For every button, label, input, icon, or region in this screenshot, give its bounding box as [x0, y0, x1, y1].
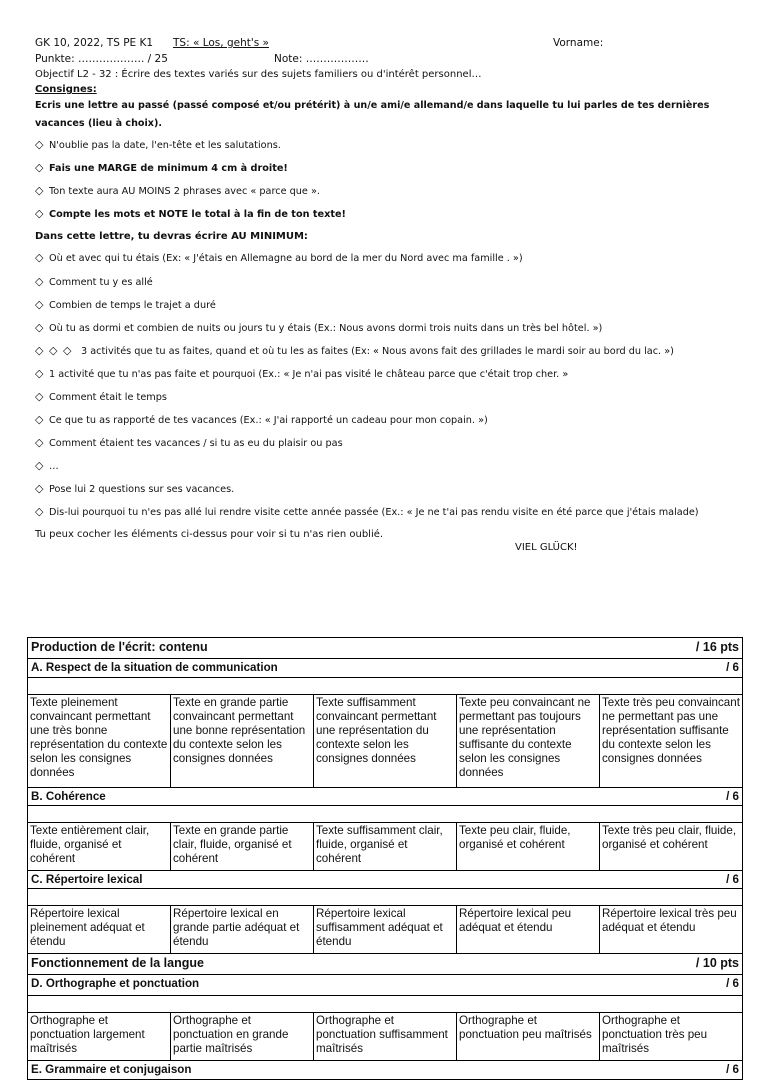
- criteria-cell: Texte entièrement clair, fluide, organisé et cohérent: [28, 823, 171, 870]
- checklist-item: ◇ Combien de temps le trajet a duré: [35, 293, 735, 316]
- rule-item: ◇ N'oublie pas la date, l'en-tête et les salutations.: [35, 133, 735, 156]
- header-row-1: [35, 35, 735, 51]
- criteria-cell: Répertoire lexical suffisamment adéquat et étendu: [314, 906, 457, 953]
- evaluation-grid: [27, 637, 743, 1080]
- note-label: Note: ………………: [274, 53, 369, 65]
- criteria-cell: Orthographe et ponctuation suffisamment maîtrisés: [314, 1013, 457, 1060]
- diamond-icon: ◇: [35, 161, 44, 174]
- section-e-header: E. Grammaire et conjugaison / 6: [28, 1061, 742, 1080]
- topic-label: TS: « Los, geht's »: [173, 37, 269, 49]
- criteria-cell: Texte en grande partie convaincant permettant une bonne représentation du contexte selon les consignes données: [171, 695, 314, 787]
- diamond-icon: ◇: [35, 413, 44, 426]
- checklist-item: ◇ Pose lui 2 questions sur ses vacances.: [35, 477, 735, 500]
- criteria-cell: Répertoire lexical peu adéquat et étendu: [457, 906, 600, 953]
- fonctionnement-header: Fonctionnement de la langue / 10 pts: [28, 954, 742, 975]
- diamond-icon: ◇: [35, 344, 44, 357]
- diamond-icon: ◇: [35, 251, 44, 264]
- consignes-title: Consignes:: [35, 84, 97, 95]
- vorname-label: Vorname:: [553, 37, 604, 49]
- diamond-icon: ◇: [35, 459, 44, 472]
- check-note: Tu peux cocher les éléments ci-dessus pour voir si tu n'as rien oublié.: [35, 529, 384, 540]
- diamond-icon: ◇: [35, 436, 44, 449]
- rule-item: ◇ Compte les mots et NOTE le total à la fin de ton texte!: [35, 202, 735, 225]
- checklist-item: ◇ Comment tu y es allé: [35, 270, 735, 293]
- diamond-icon: ◇: [35, 390, 44, 403]
- checklist-item: ◇ Comment était le temps: [35, 385, 735, 408]
- assignment-sheet: [35, 35, 735, 553]
- criteria-cell: Texte très peu convaincant ne permettant pas une représentation suffisante du contexte selon les consignes données: [602, 696, 740, 765]
- section-d-header: D. Orthographe et ponctuation / 6: [28, 975, 742, 996]
- section-d-criteria: [28, 1013, 742, 1061]
- diamond-icon: ◇: [35, 298, 44, 311]
- criteria-cell: Orthographe et ponctuation très peu maîtrisés: [602, 1014, 708, 1055]
- diamond-icon: ◇: [35, 275, 44, 288]
- section-b-gap: [28, 806, 742, 823]
- checklist-item: ◇ Où tu as dormi et combien de nuits ou jours tu y étais (Ex.: Nous avons dormi trois nuits dans un très bel hôtel. »): [35, 316, 735, 339]
- diamond-icon: ◇: [35, 138, 44, 151]
- criteria-cell: Orthographe et ponctuation en grande partie maîtrisés: [171, 1013, 314, 1060]
- criteria-cell: Répertoire lexical pleinement adéquat et étendu: [28, 906, 171, 953]
- section-c-criteria: [28, 906, 742, 954]
- checklist-item: ◇ Ce que tu as rapporté de tes vacances (Ex.: « J'ai rapporté un cadeau pour mon copain. »): [35, 408, 735, 431]
- closing-text: VIEL GLÜCK!: [515, 542, 578, 553]
- diamond-icon: ◇: [35, 184, 44, 197]
- section-b-criteria: [28, 823, 742, 871]
- section-a-header: A. Respect de la situation de communication / 6: [28, 659, 742, 678]
- criteria-cell: Texte très peu clair, fluide, organisé et cohérent: [602, 824, 737, 851]
- checklist-item: ◇ Comment étaient tes vacances / si tu as eu du plaisir ou pas: [35, 431, 735, 454]
- checklist-item: ◇ ◇ ◇ 3 activités que tu as faites, quand et où tu les as faites (Ex: « Nous avons fait des grillades le mardi soir au bord du lac. »): [35, 339, 735, 362]
- diamond-icon: ◇: [35, 321, 44, 334]
- criteria-cell: Répertoire lexical très peu adéquat et étendu: [602, 907, 737, 934]
- minimum-title: Dans cette lettre, tu devras écrire AU MINIMUM:: [35, 231, 308, 242]
- checklist-item: ◇ Où et avec qui tu étais (Ex: « J'étais en Allemagne au bord de la mer du Nord avec ma famille . »): [35, 248, 735, 270]
- section-b-header: B. Cohérence / 6: [28, 788, 742, 806]
- diamond-icon: ◇: [35, 505, 44, 518]
- criteria-cell: Répertoire lexical en grande partie adéquat et étendu: [171, 906, 314, 953]
- section-d-gap: [28, 996, 742, 1013]
- objectif-line: Objectif L2 - 32 : Écrire des textes variés sur des sujets familiers ou d'intérêt personnel…: [35, 69, 482, 80]
- diamond-icon: ◇: [35, 207, 44, 220]
- rule-item: ◇ Ton texte aura AU MOINS 2 phrases avec « parce que ».: [35, 179, 735, 202]
- criteria-cell: Texte en grande partie clair, fluide, organisé et cohérent: [171, 823, 314, 870]
- course-label: GK 10, 2022, TS PE K1: [35, 37, 154, 49]
- header-row-2: [35, 51, 735, 67]
- checklist-item: ◇ Dis-lui pourquoi tu n'es pas allé lui rendre visite cette année passée (Ex.: « Je ne t'ai pas rendu visite en été parce que j'étais malade): [35, 500, 735, 523]
- diamond-icon: ◇: [63, 344, 72, 357]
- criteria-cell: Texte peu clair, fluide, organisé et cohérent: [457, 823, 600, 870]
- criteria-cell: Texte peu convaincant ne permettant pas toujours une représentation suffisante du contexte selon les consignes données: [457, 695, 600, 787]
- criteria-cell: Orthographe et ponctuation peu maîtrisés: [457, 1013, 600, 1060]
- criteria-cell: Texte suffisamment clair, fluide, organisé et cohérent: [314, 823, 457, 870]
- diamond-icon: ◇: [49, 344, 58, 357]
- instruction-line-1: Ecris une lettre au passé (passé composé et/ou prétérit) à un/e ami/e allemand/e dans laquelle tu lui parles de tes dernières: [35, 100, 710, 111]
- criteria-cell: Orthographe et ponctuation largement maîtrisés: [28, 1013, 171, 1060]
- punkte-label: Punkte: ………………. / 25: [35, 53, 168, 65]
- section-c-gap: [28, 889, 742, 906]
- production-header: Production de l'écrit: contenu / 16 pts: [28, 638, 742, 659]
- section-c-header: C. Répertoire lexical / 6: [28, 871, 742, 889]
- checklist-item: ◇ …: [35, 454, 735, 477]
- checklist-item: ◇ 1 activité que tu n'as pas faite et pourquoi (Ex.: « Je n'ai pas visité le château parce que c'était trop cher. »: [35, 362, 735, 385]
- diamond-icon: ◇: [35, 367, 44, 380]
- instruction-line-2: vacances (lieu à choix).: [35, 118, 163, 129]
- rule-item: ◇ Fais une MARGE de minimum 4 cm à droite!: [35, 156, 735, 179]
- criteria-cell: Texte suffisamment convaincant permettant une représentation du contexte selon les consignes données: [314, 695, 457, 787]
- diamond-icon: ◇: [35, 482, 44, 495]
- section-a-criteria: [28, 695, 742, 788]
- criteria-cell: Texte pleinement convaincant permettant une très bonne représentation du contexte selon les consignes données: [28, 695, 171, 787]
- section-a-gap: [28, 678, 742, 695]
